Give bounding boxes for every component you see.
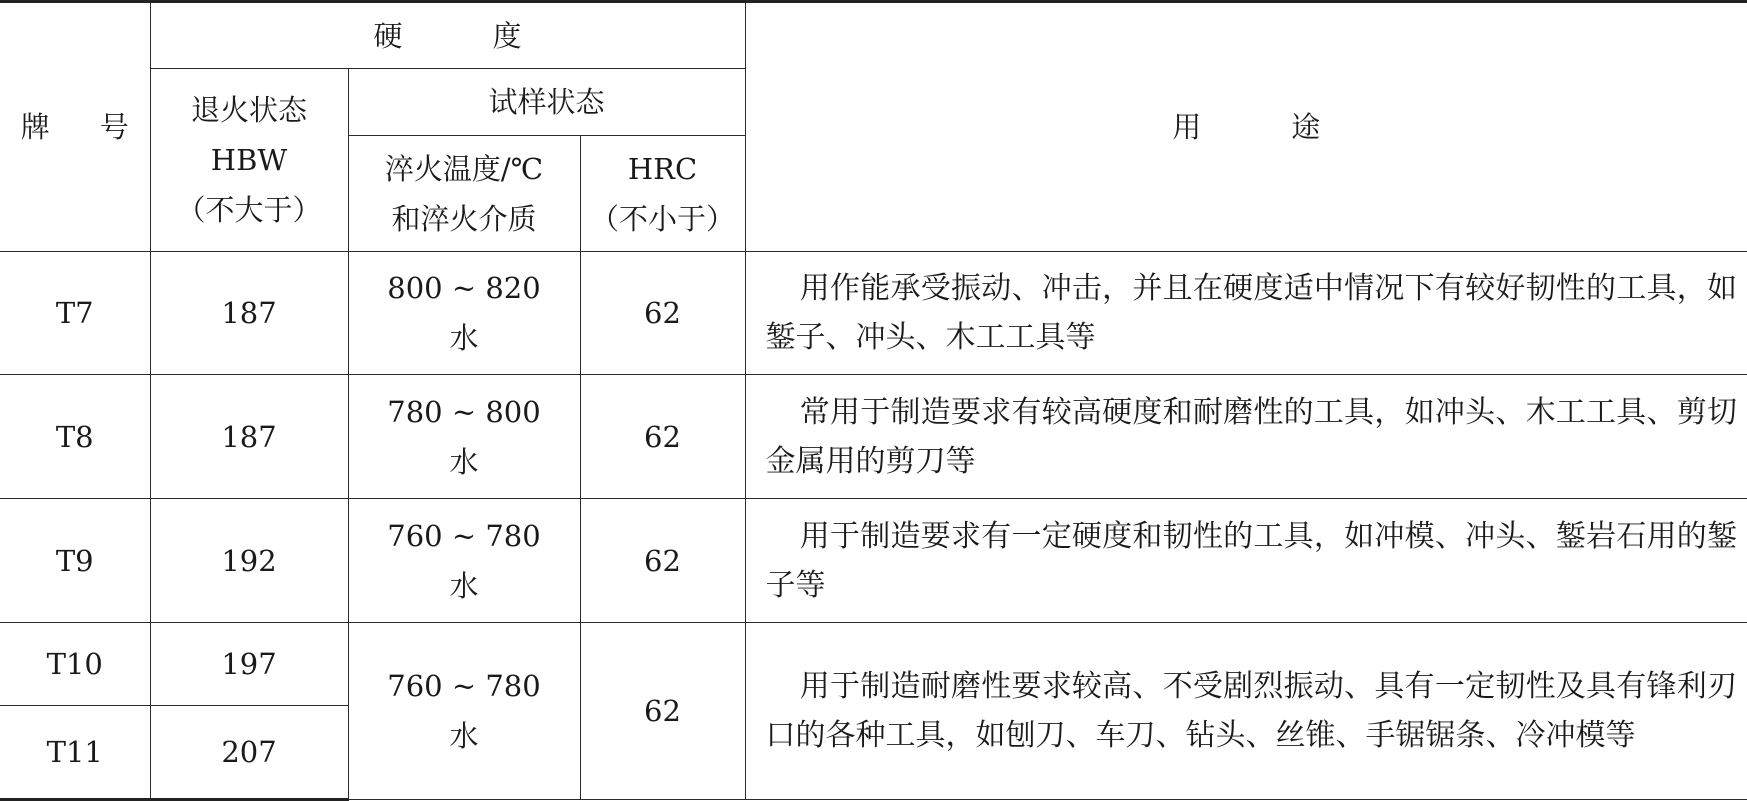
quench-temp-value: 780 ~ 800 [387, 394, 541, 429]
header-use-char1: 用 [1172, 110, 1202, 144]
header-use [745, 2, 1747, 252]
quench-cell [348, 252, 580, 375]
hbw-cell: 187 [150, 375, 348, 499]
quench-cell [348, 375, 580, 499]
header-hardness [150, 2, 745, 69]
table-row [0, 499, 1747, 623]
use-text: 用于制造耐磨性要求较高、不受剧烈振动、具有一定韧性及具有锋利刃口的各种工具，如刨刀、车刀、钻头、丝锥、手锯锯条、冷冲模等 [765, 669, 1738, 753]
use-cell [745, 375, 1747, 499]
hrc-cell: 62 [580, 623, 745, 800]
use-text: 常用于制造要求有较高硬度和耐磨性的工具，如冲头、木工工具、剪切金属用的剪刀等 [765, 394, 1738, 479]
hbw-cell: 207 [150, 706, 348, 800]
quench-temp-value: 760 ~ 780 [387, 669, 541, 703]
quench-medium-value: 水 [449, 321, 479, 355]
quench-cell [348, 623, 580, 800]
header-annealed-unit: HBW [210, 143, 288, 177]
header-hrc [580, 136, 745, 252]
hrc-cell: 62 [580, 375, 745, 499]
hrc-cell: 62 [580, 499, 745, 623]
header-quench-temp: 淬火温度/℃ [384, 151, 544, 186]
use-cell [745, 499, 1747, 623]
header-grade [0, 2, 150, 252]
grade-cell: T10 [0, 623, 150, 706]
header-annealed-label: 退火状态 [190, 93, 307, 127]
use-cell [745, 623, 1747, 800]
grade-cell: T9 [0, 499, 150, 623]
header-hardness-char1: 硬 [373, 18, 403, 53]
header-hrc-unit: HRC [627, 151, 698, 186]
header-specimen-state: 试样状态 [348, 69, 745, 136]
header-quench-medium: 和淬火介质 [391, 201, 537, 236]
header-hardness-char2: 度 [492, 18, 522, 53]
quench-medium-value: 水 [449, 444, 479, 479]
header-hrc-limit: （不小于） [590, 201, 736, 236]
grade-cell: T11 [0, 706, 150, 800]
use-text: 用作能承受振动、冲击，并且在硬度适中情况下有较好韧性的工具，如錾子、冲头、木工工具等 [765, 271, 1738, 355]
quench-temp-value: 760 ~ 780 [387, 518, 541, 553]
quench-temp-value: 800 ~ 820 [387, 271, 541, 305]
header-use-char2: 途 [1291, 110, 1321, 144]
table-row [0, 252, 1747, 375]
hrc-cell: 62 [580, 252, 745, 375]
quench-cell [348, 499, 580, 623]
header-quench-temp-medium [348, 136, 580, 252]
header-annealed-hbw [150, 69, 348, 252]
table-row [0, 375, 1747, 499]
quench-medium-value: 水 [449, 719, 479, 753]
header-grade-char2: 号 [99, 110, 129, 144]
hbw-cell: 187 [150, 252, 348, 375]
grade-cell: T7 [0, 252, 150, 375]
header-annealed-limit: （不大于） [176, 193, 322, 227]
hbw-cell: 192 [150, 499, 348, 623]
grade-cell: T8 [0, 375, 150, 499]
quench-medium-value: 水 [449, 568, 479, 603]
use-text: 用于制造要求有一定硬度和韧性的工具，如冲模、冲头、錾岩石用的錾子等 [765, 518, 1738, 603]
header-grade-char1: 牌 [20, 110, 50, 144]
use-cell [745, 252, 1747, 375]
hbw-cell: 197 [150, 623, 348, 706]
table-row [0, 623, 1747, 706]
